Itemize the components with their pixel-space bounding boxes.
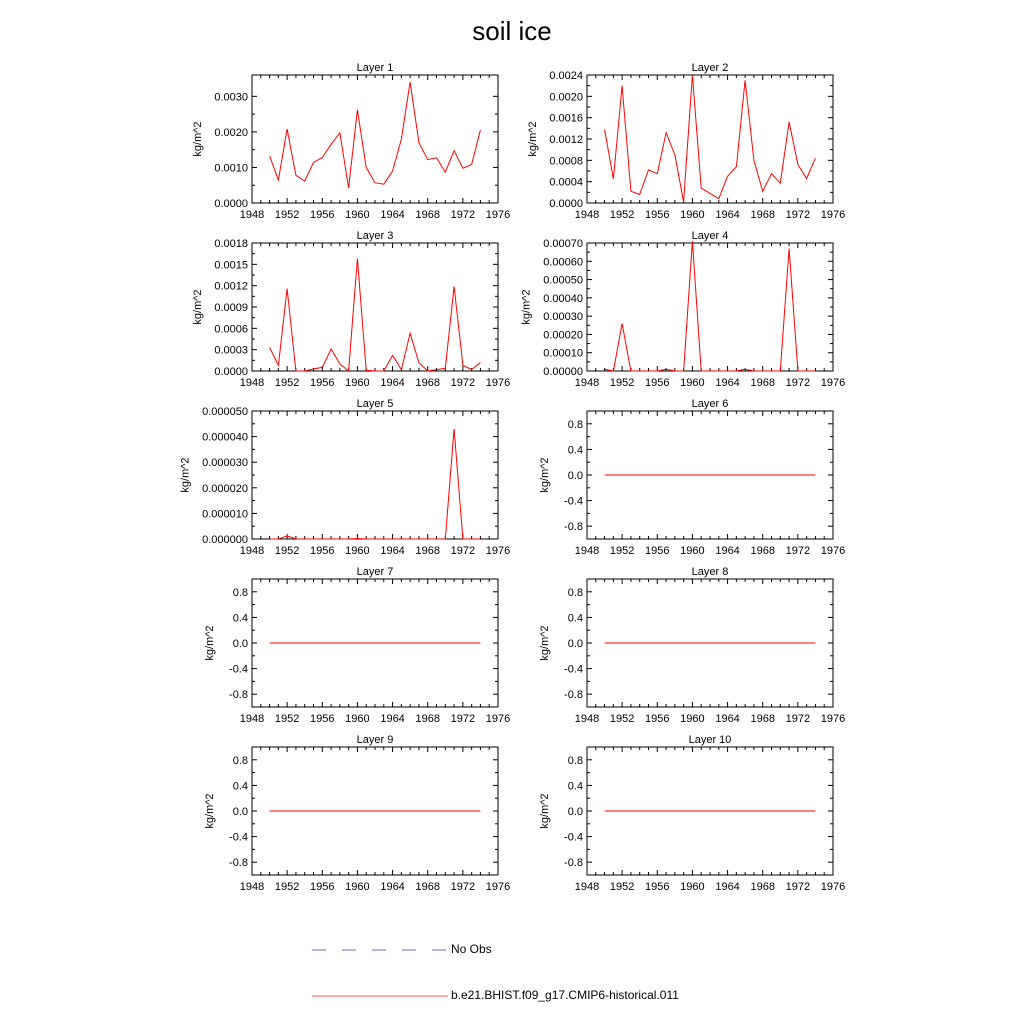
x-tick-label-layer-9: 1964 [380,881,405,893]
y-tick-label-layer-5: 0.000010 [202,508,248,521]
x-tick-label-layer-2: 1948 [574,209,600,221]
x-tick-label-layer-5: 1948 [239,545,265,557]
y-tick-label-layer-3: 0.0012 [214,280,248,293]
subplot-title-layer-1: Layer 1 [356,62,394,74]
x-tick-label-layer-1: 1952 [274,209,300,221]
y-tick-label-layer-6: -0.8 [564,521,583,534]
y-tick-label-layer-10: 0.8 [567,754,583,767]
y-tick-label-layer-4: 0.00000 [543,366,583,378]
y-tick-label-layer-5: 0.000050 [202,406,248,418]
y-axis-label-layer-8: kg/m^2 [539,625,552,661]
x-tick-label-layer-2: 1964 [715,209,740,221]
x-tick-label-layer-6: 1968 [750,545,775,557]
y-tick-label-layer-6: 0.0 [567,470,583,482]
legend-label-no-obs: No Obs [451,942,492,956]
x-tick-label-layer-6: 1956 [645,545,670,557]
x-tick-label-layer-8: 1952 [609,713,635,725]
y-tick-label-layer-3: 0.0000 [214,366,248,378]
y-tick-label-layer-8: 0.0 [567,638,583,650]
x-tick-label-layer-8: 1960 [680,713,705,725]
y-tick-label-layer-3: 0.0015 [214,259,248,272]
y-tick-label-layer-4: 0.00040 [543,292,583,305]
y-tick-label-layer-1: 0.0000 [214,198,248,210]
y-tick-label-layer-6: -0.4 [564,495,583,508]
x-tick-label-layer-3: 1956 [310,377,335,389]
y-tick-label-layer-2: 0.0024 [549,70,583,82]
x-tick-label-layer-3: 1952 [274,377,300,389]
y-tick-label-layer-4: 0.00030 [543,311,583,324]
x-tick-label-layer-10: 1968 [750,881,775,893]
figure-title: soil ice [472,16,552,46]
y-tick-label-layer-2: 0.0008 [549,155,583,168]
y-tick-label-layer-7: 0.4 [232,612,248,625]
x-tick-label-layer-7: 1964 [380,713,405,725]
y-axis-label-layer-5: kg/m^2 [179,457,192,493]
x-tick-label-layer-5: 1956 [310,545,335,557]
y-tick-label-layer-3: 0.0018 [214,238,248,250]
x-tick-label-layer-7: 1968 [415,713,440,725]
y-tick-label-layer-2: 0.0000 [549,198,583,210]
y-tick-label-layer-1: 0.0020 [214,126,248,139]
y-tick-label-layer-2: 0.0016 [549,112,583,125]
x-tick-label-layer-1: 1976 [485,209,511,221]
y-tick-label-layer-4: 0.00020 [543,329,583,342]
subplot-title-layer-4: Layer 4 [691,230,729,242]
x-tick-label-layer-4: 1976 [820,377,846,389]
y-tick-label-layer-5: 0.000020 [202,482,248,495]
x-tick-label-layer-4: 1972 [785,377,811,389]
x-tick-label-layer-4: 1952 [609,377,635,389]
x-tick-label-layer-7: 1948 [239,713,265,725]
y-tick-label-layer-9: 0.8 [232,754,248,767]
x-tick-label-layer-9: 1968 [415,881,440,893]
x-tick-label-layer-3: 1964 [380,377,405,389]
y-tick-label-layer-10: -0.4 [564,831,583,844]
y-axis-label-layer-9: kg/m^2 [204,793,217,829]
y-tick-label-layer-1: 0.0010 [214,162,248,175]
y-tick-label-layer-7: -0.4 [229,663,248,676]
y-axis-label-layer-7: kg/m^2 [204,625,217,661]
x-tick-label-layer-4: 1960 [680,377,705,389]
x-tick-label-layer-3: 1948 [239,377,265,389]
x-tick-label-layer-1: 1964 [380,209,405,221]
x-tick-label-layer-2: 1952 [609,209,635,221]
y-tick-label-layer-5: 0.000030 [202,457,248,470]
x-tick-label-layer-4: 1964 [715,377,740,389]
x-tick-label-layer-9: 1952 [274,881,300,893]
y-tick-label-layer-2: 0.0012 [549,134,583,146]
x-tick-label-layer-6: 1972 [785,545,811,557]
subplot-title-layer-6: Layer 6 [691,398,729,410]
x-tick-label-layer-1: 1968 [415,209,440,221]
y-tick-label-layer-3: 0.0003 [214,344,248,357]
subplot-title-layer-3: Layer 3 [356,230,394,242]
x-tick-label-layer-6: 1960 [680,545,705,557]
x-tick-label-layer-1: 1956 [310,209,335,221]
subplot-title-layer-8: Layer 8 [691,566,729,578]
y-axis-label-layer-2: kg/m^2 [526,121,539,157]
legend-label-model: b.e21.BHIST.f09_g17.CMIP6-historical.011 [451,988,679,1002]
y-axis-label-layer-6: kg/m^2 [539,457,552,493]
x-tick-label-layer-6: 1976 [820,545,846,557]
x-tick-label-layer-8: 1972 [785,713,811,725]
x-tick-label-layer-6: 1952 [609,545,635,557]
x-tick-label-layer-9: 1948 [239,881,265,893]
x-tick-label-layer-8: 1968 [750,713,775,725]
x-tick-label-layer-7: 1956 [310,713,335,725]
x-tick-label-layer-7: 1952 [274,713,300,725]
x-tick-label-layer-5: 1952 [274,545,300,557]
y-tick-label-layer-10: 0.4 [567,780,583,793]
x-tick-label-layer-10: 1964 [715,881,740,893]
y-tick-label-layer-9: 0.4 [232,780,248,793]
x-tick-label-layer-9: 1960 [345,881,370,893]
series-line-layer-4 [605,241,816,371]
y-tick-label-layer-5: 0.000040 [202,431,248,444]
x-tick-label-layer-7: 1960 [345,713,370,725]
x-tick-label-layer-5: 1968 [415,545,440,557]
y-tick-label-layer-10: 0.0 [567,806,583,818]
x-tick-label-layer-1: 1960 [345,209,370,221]
x-tick-label-layer-8: 1948 [574,713,600,725]
y-tick-label-layer-8: 0.8 [567,586,583,599]
x-tick-label-layer-10: 1972 [785,881,811,893]
x-tick-label-layer-8: 1976 [820,713,846,725]
x-tick-label-layer-5: 1972 [450,545,476,557]
x-tick-label-layer-8: 1964 [715,713,740,725]
series-line-layer-1 [270,82,481,188]
x-tick-label-layer-2: 1968 [750,209,775,221]
y-tick-label-layer-8: -0.8 [564,689,583,702]
y-tick-label-layer-7: 0.0 [232,638,248,650]
x-tick-label-layer-1: 1972 [450,209,476,221]
x-tick-label-layer-5: 1960 [345,545,370,557]
y-tick-label-layer-1: 0.0030 [214,91,248,104]
series-line-layer-3 [270,259,481,371]
x-tick-label-layer-2: 1960 [680,209,705,221]
x-tick-label-layer-3: 1968 [415,377,440,389]
x-tick-label-layer-5: 1964 [380,545,405,557]
x-tick-label-layer-9: 1976 [485,881,511,893]
y-tick-label-layer-4: 0.00070 [543,238,583,250]
y-axis-label-layer-10: kg/m^2 [539,793,552,829]
y-tick-label-layer-3: 0.0006 [214,323,248,336]
y-tick-label-layer-8: -0.4 [564,663,583,676]
y-tick-label-layer-6: 0.8 [567,418,583,431]
x-tick-label-layer-6: 1964 [715,545,740,557]
y-tick-label-layer-10: -0.8 [564,857,583,870]
x-tick-label-layer-10: 1960 [680,881,705,893]
x-tick-label-layer-1: 1948 [239,209,265,221]
y-tick-label-layer-4: 0.00060 [543,256,583,269]
x-tick-label-layer-9: 1956 [310,881,335,893]
y-tick-label-layer-4: 0.00050 [543,274,583,287]
subplot-title-layer-10: Layer 10 [688,734,732,746]
x-tick-label-layer-9: 1972 [450,881,476,893]
y-tick-label-layer-9: -0.4 [229,831,248,844]
x-tick-label-layer-3: 1960 [345,377,370,389]
x-tick-label-layer-10: 1976 [820,881,846,893]
x-tick-label-layer-3: 1976 [485,377,511,389]
subplot-title-layer-7: Layer 7 [356,566,394,578]
x-tick-label-layer-2: 1972 [785,209,811,221]
plot-frame-layer-2 [587,75,833,203]
x-tick-label-layer-4: 1948 [574,377,600,389]
y-tick-label-layer-8: 0.4 [567,612,583,625]
y-tick-label-layer-6: 0.4 [567,444,583,457]
series-line-layer-5 [270,429,481,539]
x-tick-label-layer-7: 1976 [485,713,511,725]
x-tick-label-layer-3: 1972 [450,377,476,389]
x-tick-label-layer-2: 1976 [820,209,846,221]
x-tick-label-layer-8: 1956 [645,713,670,725]
y-tick-label-layer-3: 0.0009 [214,302,248,314]
y-tick-label-layer-9: -0.8 [229,857,248,870]
x-tick-label-layer-2: 1956 [645,209,670,221]
x-tick-label-layer-7: 1972 [450,713,476,725]
y-tick-label-layer-5: 0.000000 [202,534,248,546]
y-axis-label-layer-1: kg/m^2 [191,121,204,157]
y-axis-label-layer-3: kg/m^2 [191,289,204,325]
x-tick-label-layer-4: 1968 [750,377,775,389]
subplot-title-layer-5: Layer 5 [356,398,394,410]
subplot-title-layer-2: Layer 2 [691,62,729,74]
y-tick-label-layer-4: 0.00010 [543,347,583,360]
x-tick-label-layer-5: 1976 [485,545,511,557]
x-tick-label-layer-10: 1956 [645,881,670,893]
y-tick-label-layer-7: -0.8 [229,689,248,702]
x-tick-label-layer-6: 1948 [574,545,600,557]
subplot-title-layer-9: Layer 9 [356,734,394,746]
x-tick-label-layer-10: 1952 [609,881,635,893]
y-axis-label-layer-4: kg/m^2 [520,289,533,325]
y-tick-label-layer-2: 0.0004 [549,176,583,189]
series-line-layer-2 [605,75,816,202]
y-tick-label-layer-9: 0.0 [232,806,248,818]
x-tick-label-layer-4: 1956 [645,377,670,389]
y-tick-label-layer-7: 0.8 [232,586,248,599]
x-tick-label-layer-10: 1948 [574,881,600,893]
y-tick-label-layer-2: 0.0020 [549,91,583,104]
